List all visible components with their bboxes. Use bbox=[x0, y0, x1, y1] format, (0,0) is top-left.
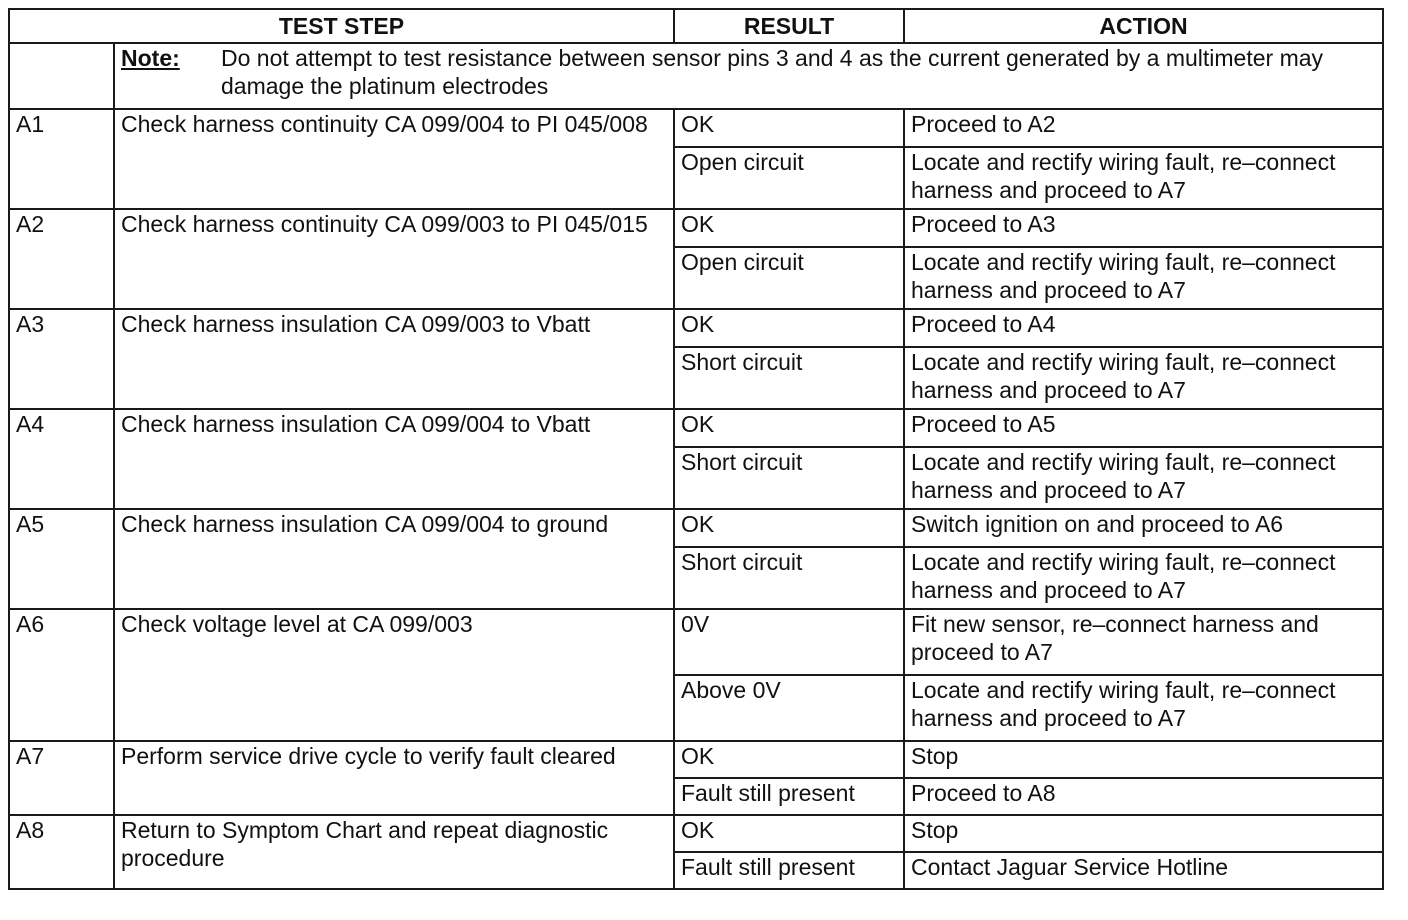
step-id: A4 bbox=[9, 409, 114, 509]
step-description: Check harness continuity CA 099/004 to PI 045/008 bbox=[114, 109, 674, 209]
action-cell: Locate and rectify wiring fault, re–connect harness and proceed to A7 bbox=[904, 347, 1383, 409]
action-cell: Proceed to A8 bbox=[904, 778, 1383, 815]
result-cell: OK bbox=[674, 409, 904, 447]
action-cell: Stop bbox=[904, 741, 1383, 778]
result-cell: Short circuit bbox=[674, 447, 904, 509]
note-blank-cell bbox=[9, 43, 114, 109]
action-cell: Proceed to A2 bbox=[904, 109, 1383, 147]
table-row bbox=[9, 509, 1383, 547]
result-cell: OK bbox=[674, 815, 904, 852]
header-action: ACTION bbox=[904, 9, 1383, 43]
table-row bbox=[9, 741, 1383, 778]
action-cell: Locate and rectify wiring fault, re–connect harness and proceed to A7 bbox=[904, 447, 1383, 509]
step-description: Check voltage level at CA 099/003 bbox=[114, 609, 674, 741]
step-description: Check harness continuity CA 099/003 to PI 045/015 bbox=[114, 209, 674, 309]
step-id: A8 bbox=[9, 815, 114, 889]
result-cell: OK bbox=[674, 109, 904, 147]
result-cell: Fault still present bbox=[674, 852, 904, 889]
result-cell: Above 0V bbox=[674, 675, 904, 741]
result-cell: Fault still present bbox=[674, 778, 904, 815]
table-row bbox=[9, 409, 1383, 447]
result-cell: OK bbox=[674, 741, 904, 778]
step-id: A2 bbox=[9, 209, 114, 309]
note-label: Note: bbox=[121, 45, 180, 71]
header-row bbox=[9, 9, 1383, 43]
step-id: A5 bbox=[9, 509, 114, 609]
action-cell: Proceed to A3 bbox=[904, 209, 1383, 247]
table-row bbox=[9, 209, 1383, 247]
action-cell: Proceed to A5 bbox=[904, 409, 1383, 447]
diagnostic-table bbox=[8, 8, 1384, 890]
action-cell: Locate and rectify wiring fault, re–connect harness and proceed to A7 bbox=[904, 247, 1383, 309]
action-cell: Locate and rectify wiring fault, re–connect harness and proceed to A7 bbox=[904, 675, 1383, 741]
step-id: A6 bbox=[9, 609, 114, 741]
result-cell: Short circuit bbox=[674, 547, 904, 609]
action-cell: Locate and rectify wiring fault, re–connect harness and proceed to A7 bbox=[904, 547, 1383, 609]
step-description: Return to Symptom Chart and repeat diagnostic procedure bbox=[114, 815, 674, 889]
result-cell: OK bbox=[674, 209, 904, 247]
table-row bbox=[9, 815, 1383, 852]
action-cell: Contact Jaguar Service Hotline bbox=[904, 852, 1383, 889]
action-cell: Locate and rectify wiring fault, re–connect harness and proceed to A7 bbox=[904, 147, 1383, 209]
result-cell: Open circuit bbox=[674, 147, 904, 209]
step-description: Check harness insulation CA 099/003 to Vbatt bbox=[114, 309, 674, 409]
action-cell: Fit new sensor, re–connect harness and proceed to A7 bbox=[904, 609, 1383, 675]
note-text: Do not attempt to test resistance between sensor pins 3 and 4 as the current generated by a multimeter may damage the platinum electrodes bbox=[221, 45, 1324, 99]
header-result: RESULT bbox=[674, 9, 904, 43]
action-cell: Switch ignition on and proceed to A6 bbox=[904, 509, 1383, 547]
note-cell bbox=[114, 43, 1383, 109]
step-id: A3 bbox=[9, 309, 114, 409]
step-description: Check harness insulation CA 099/004 to Vbatt bbox=[114, 409, 674, 509]
table-row bbox=[9, 309, 1383, 347]
result-cell: OK bbox=[674, 309, 904, 347]
action-cell: Stop bbox=[904, 815, 1383, 852]
step-description: Check harness insulation CA 099/004 to ground bbox=[114, 509, 674, 609]
table-row bbox=[9, 609, 1383, 675]
header-test-step: TEST STEP bbox=[9, 9, 674, 43]
action-cell: Proceed to A4 bbox=[904, 309, 1383, 347]
result-cell: 0V bbox=[674, 609, 904, 675]
table-row bbox=[9, 109, 1383, 147]
result-cell: Open circuit bbox=[674, 247, 904, 309]
step-id: A1 bbox=[9, 109, 114, 209]
result-cell: Short circuit bbox=[674, 347, 904, 409]
note-row bbox=[9, 43, 1383, 109]
step-id: A7 bbox=[9, 741, 114, 815]
result-cell: OK bbox=[674, 509, 904, 547]
step-description: Perform service drive cycle to verify fault cleared bbox=[114, 741, 674, 815]
